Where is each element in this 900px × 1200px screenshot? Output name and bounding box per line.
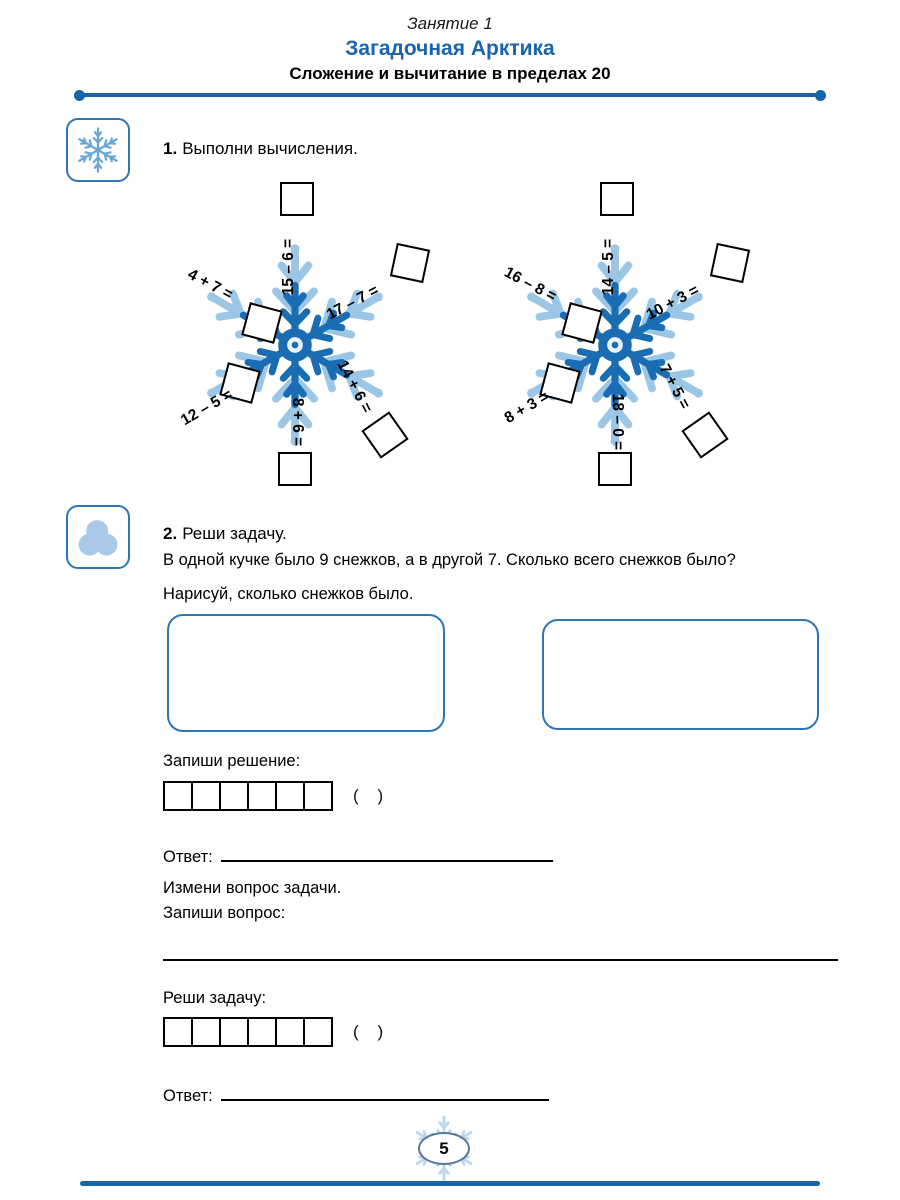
solution-cell[interactable]	[247, 781, 277, 811]
footer-divider	[80, 1181, 820, 1186]
math-expression: 10 + 3 =	[643, 281, 702, 324]
math-expression: 12 – 5 =	[178, 386, 236, 430]
write-question-label: Запиши вопрос:	[163, 904, 286, 922]
math-expression: 15 – 6 =	[280, 238, 297, 296]
task2-number: 2.	[163, 524, 178, 543]
answer-box[interactable]	[710, 243, 750, 283]
answer-line[interactable]	[221, 847, 553, 862]
problem-text: В одной кучке было 9 снежков, а в другой 7. Сколько всего снежков было?	[163, 551, 736, 569]
math-expression: 7 + 5 =	[655, 361, 694, 413]
lesson-number: Занятие 1	[407, 14, 493, 33]
math-expression: 16 – 8 =	[501, 263, 560, 306]
drawing-area-1[interactable]	[167, 614, 445, 732]
solution-cell[interactable]	[191, 1017, 221, 1047]
footer	[408, 1112, 480, 1184]
math-expression: 17 – 7 =	[323, 281, 382, 324]
math-expression: 8 + 6 =	[289, 397, 306, 447]
solution-cells-row-2	[163, 1017, 383, 1047]
parentheses-label: ( )	[353, 1022, 384, 1041]
answer-label: Ответ:	[163, 1087, 213, 1105]
answer-row-2	[163, 1086, 549, 1106]
solution-cell[interactable]	[247, 1017, 277, 1047]
solution-cell[interactable]	[275, 1017, 305, 1047]
page-number: 5	[439, 1138, 449, 1158]
solution-cell[interactable]	[303, 1017, 333, 1047]
solution-cell[interactable]	[163, 1017, 193, 1047]
page-number-badge	[418, 1132, 470, 1165]
task1-number: 1.	[163, 139, 178, 158]
answer-line[interactable]	[221, 1086, 549, 1101]
answer-box[interactable]	[280, 182, 314, 216]
task2-label: 2. Реши задачу.	[163, 524, 287, 543]
change-question-label: Измени вопрос задачи.	[163, 879, 342, 897]
write-solution-label: Запиши решение:	[163, 752, 301, 770]
snowflake-icon	[73, 125, 123, 175]
page-subtitle: Сложение и вычитание в пределах 20	[289, 64, 611, 83]
solution-cell[interactable]	[275, 781, 305, 811]
solve-label: Реши задачу:	[163, 989, 267, 1007]
math-expression: 4 + 7 =	[184, 265, 236, 304]
answer-row-1	[163, 847, 553, 867]
solution-cells-row-1	[163, 781, 383, 811]
answer-label: Ответ:	[163, 848, 213, 866]
solution-cell[interactable]	[219, 781, 249, 811]
header	[0, 14, 900, 84]
math-expression: 14 – 5 =	[600, 238, 617, 296]
parentheses-label: ( )	[353, 786, 384, 805]
math-expression: 18 – 0 =	[609, 393, 626, 451]
draw-prompt: Нарисуй, сколько снежков было.	[163, 585, 414, 603]
snowflake-exercise-2	[455, 180, 775, 512]
snowflake-exercise-1	[135, 180, 455, 512]
answer-box[interactable]	[600, 182, 634, 216]
task1-label: 1. Выполни вычисления.	[163, 139, 358, 158]
task2-icon-box	[66, 505, 130, 569]
question-line[interactable]	[163, 959, 838, 961]
snowballs-icon	[71, 510, 125, 564]
solution-cell[interactable]	[163, 781, 193, 811]
page-title: Загадочная Арктика	[345, 37, 555, 60]
task1-icon-box	[66, 118, 130, 182]
answer-box[interactable]	[390, 243, 430, 283]
solution-cell[interactable]	[303, 781, 333, 811]
math-expression: 8 + 3 =	[501, 388, 552, 427]
drawing-area-2[interactable]	[542, 619, 819, 730]
solution-cell[interactable]	[191, 781, 221, 811]
header-divider	[80, 93, 820, 97]
math-expression: 14 + 6 =	[333, 357, 376, 416]
solution-cell[interactable]	[219, 1017, 249, 1047]
